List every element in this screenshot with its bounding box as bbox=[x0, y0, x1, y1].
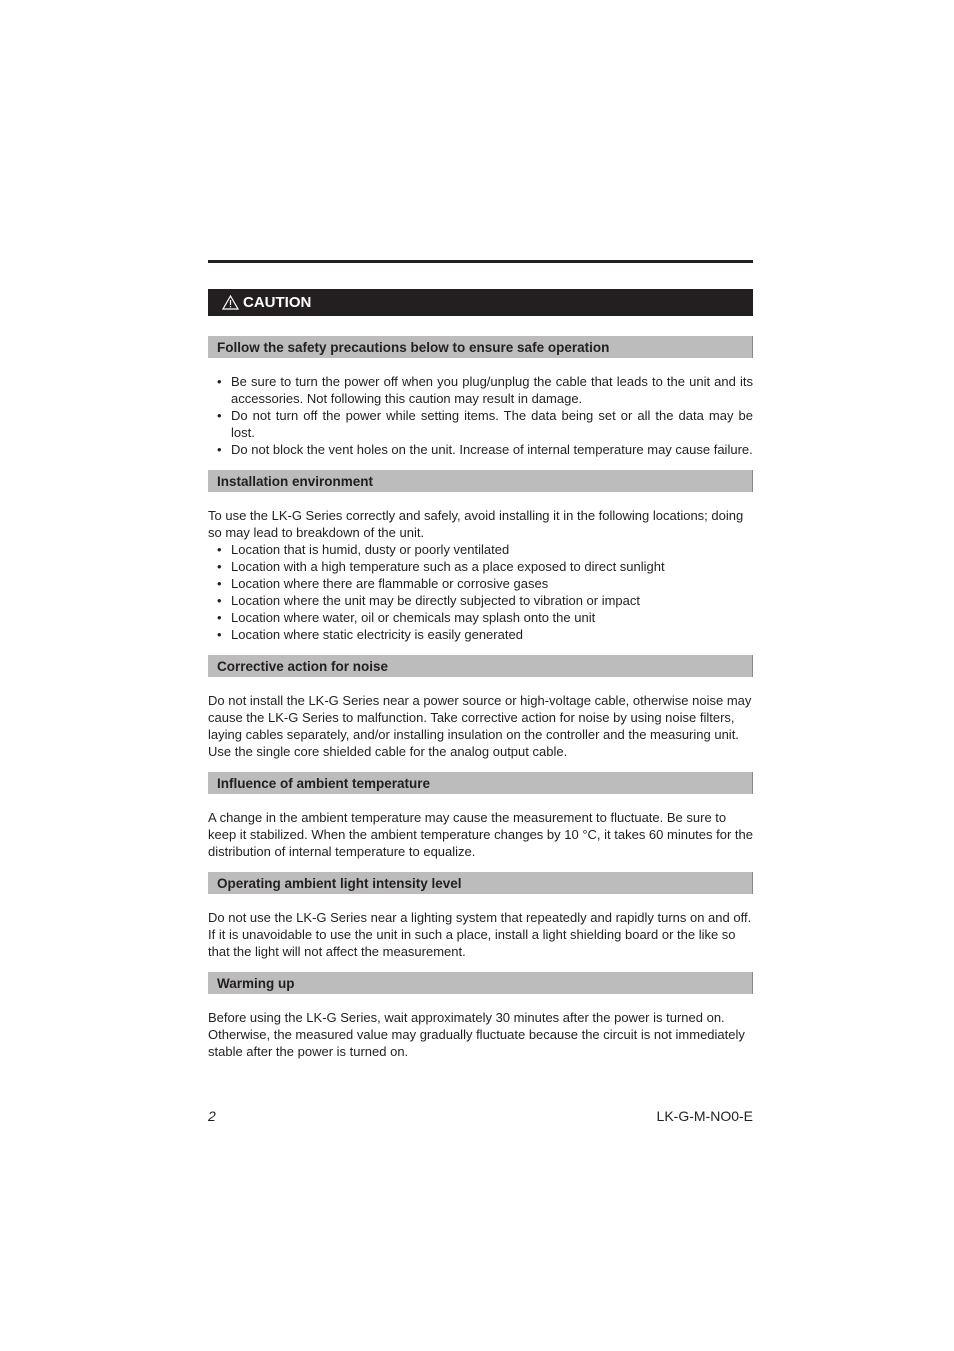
section-heading-safety: Follow the safety precautions below to ensure safe operation bbox=[208, 336, 753, 358]
list-item: • Do not turn off the power while setting items. The data being set or all the data may be lost. bbox=[208, 407, 753, 441]
ambient-temperature-text: A change in the ambient temperature may cause the measurement to fluctuate. Be sure to keep it stabilized. When the ambient temperature changes by 10 °C, it takes 60 minutes for the distribution of internal temperature to equalize. bbox=[208, 810, 753, 859]
section-heading-ambient-light: Operating ambient light intensity level bbox=[208, 872, 753, 894]
list-item: • Location where static electricity is easily generated bbox=[208, 626, 753, 643]
ambient-light-text: Do not use the LK-G Series near a lighting system that repeatedly and rapidly turns on and off. If it is unavoidable to use the unit in such a place, install a light shielding board or the like so that the light will not affect the measurement. bbox=[208, 910, 752, 959]
top-rule bbox=[208, 260, 753, 263]
warning-triangle-icon bbox=[222, 295, 239, 310]
caution-label: CAUTION bbox=[243, 294, 312, 311]
section-heading-noise: Corrective action for noise bbox=[208, 655, 753, 677]
page-footer bbox=[208, 1108, 753, 1124]
noise-text: Do not install the LK-G Series near a power source or high-voltage cable, otherwise noise may cause the LK-G Series to malfunction. Take corrective action for noise by using noise filters, laying cables separately, and/or installing insulation on the controller and the measuring unit. Use the single core shielded cable for the analog output cable. bbox=[208, 693, 752, 759]
list-item: • Location where there are flammable or corrosive gases bbox=[208, 575, 753, 592]
section-heading-ambient-temperature: Influence of ambient temperature bbox=[208, 772, 753, 794]
section-heading-installation: Installation environment bbox=[208, 470, 753, 492]
list-item: • Do not block the vent holes on the unit. Increase of internal temperature may cause failure. bbox=[208, 441, 753, 458]
section-heading-warming-up: Warming up bbox=[208, 972, 753, 994]
installation-intro: To use the LK-G Series correctly and safely, avoid installing it in the following locations; doing so may lead to breakdown of the unit. bbox=[208, 508, 744, 540]
list-item: • Location with a high temperature such as a place exposed to direct sunlight bbox=[208, 558, 753, 575]
caution-banner bbox=[208, 289, 753, 316]
list-item: • Location where the unit may be directly subjected to vibration or impact bbox=[208, 592, 753, 609]
warming-up-text: Before using the LK-G Series, wait approximately 30 minutes after the power is turned on. Otherwise, the measured value may gradually fluctuate because the circuit is not immediately stable after the power is turned on. bbox=[208, 1010, 745, 1059]
list-item: • Location where water, oil or chemicals may splash onto the unit bbox=[208, 609, 753, 626]
page-number: 2 bbox=[208, 1108, 216, 1124]
safety-bullet-list bbox=[208, 373, 753, 458]
installation-bullet-list bbox=[208, 541, 753, 643]
page-content bbox=[208, 260, 753, 1060]
list-item: • Location that is humid, dusty or poorly ventilated bbox=[208, 541, 753, 558]
list-item: • Be sure to turn the power off when you plug/unplug the cable that leads to the unit and its accessories. Not following this caution may result in damage. bbox=[208, 373, 753, 407]
document-code: LK-G-M-NO0-E bbox=[656, 1108, 753, 1124]
